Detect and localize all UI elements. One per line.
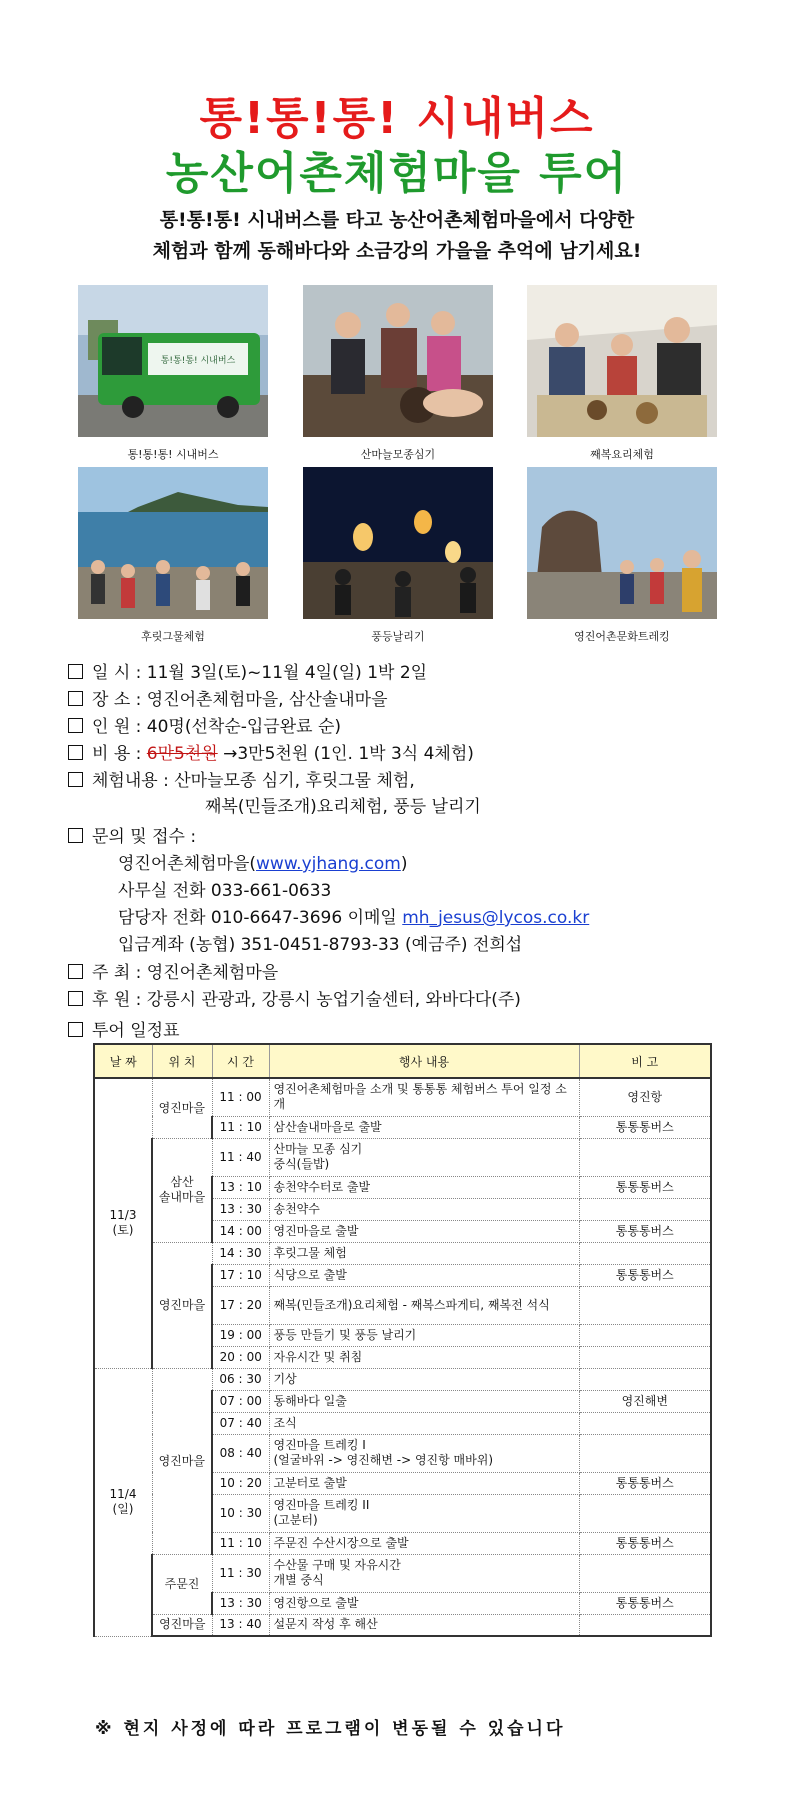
info-host (68, 958, 278, 983)
intro-line-1: 통!통!통! 시내버스를 타고 농산어촌체험마을에서 다양한 (159, 209, 635, 231)
header-location: 위 치 (152, 1044, 212, 1078)
event-cell: 영진마을 트레킹 II (고분터) (269, 1494, 579, 1532)
note-cell (579, 1324, 711, 1346)
caption-lanterns: 풍등날리기 (371, 630, 425, 643)
caption-cooking: 째복요리체험 (590, 448, 654, 461)
event-cell: 산마늘 모종 심기 중식(들밥) (269, 1138, 579, 1176)
checkbox-icon (68, 1022, 83, 1037)
note-cell: 통통통버스 (579, 1264, 711, 1286)
cost-new-price: →3만5천원 (1인. 1박 3식 4체험) (217, 744, 474, 764)
photo-lanterns (303, 467, 493, 619)
event-cell: 풍등 만들기 및 풍등 날리기 (269, 1324, 579, 1346)
cost-label: 비 용 : (92, 744, 147, 764)
note-cell (579, 1368, 711, 1390)
event-cell: 삼산솔내마을로 출발 (269, 1116, 579, 1138)
event-cell: 영진마을로 출발 (269, 1220, 579, 1242)
photo-planting (303, 285, 493, 437)
time-cell: 10 : 20 (212, 1472, 269, 1494)
sponsor-text: 후 원 : 강릉시 관광과, 강릉시 농업기술센터, 와바다다(주) (92, 990, 521, 1010)
event-cell: 식당으로 출발 (269, 1264, 579, 1286)
time-cell: 17 : 10 (212, 1264, 269, 1286)
event-cell: 고분터로 출발 (269, 1472, 579, 1494)
time-cell: 11 : 40 (212, 1138, 269, 1176)
photo-city-bus (78, 285, 268, 437)
note-cell: 영진항 (579, 1078, 711, 1116)
time-cell: 13 : 10 (212, 1176, 269, 1198)
event-cell: 설문지 작성 후 해산 (269, 1614, 579, 1636)
event-cell: 자유시간 및 취침 (269, 1346, 579, 1368)
checkbox-icon (68, 718, 83, 733)
header-date: 날 짜 (94, 1044, 152, 1078)
note-cell (579, 1434, 711, 1472)
program-line-2: 째복(민들조개)요리체험, 풍등 날리기 (205, 797, 481, 817)
table-row (94, 1138, 711, 1176)
time-cell: 06 : 30 (212, 1368, 269, 1390)
header-note: 비 고 (579, 1044, 711, 1078)
note-cell (579, 1198, 711, 1220)
event-cell: 송천약수 (269, 1198, 579, 1220)
note-cell (579, 1242, 711, 1264)
cost-old-price: 6만5천원 (146, 744, 218, 764)
event-cell: 영진항으로 출발 (269, 1592, 579, 1614)
title-line-2: 농산어촌체험마을 투어 (165, 148, 629, 199)
photo-cooking (527, 285, 717, 437)
checkbox-icon (68, 772, 83, 787)
contact-close: ) (400, 854, 408, 874)
host-text: 주 최 : 영진어촌체험마을 (92, 963, 279, 983)
time-cell: 07 : 00 (212, 1390, 269, 1412)
event-cell: 조식 (269, 1412, 579, 1434)
note-cell: 영진해변 (579, 1390, 711, 1412)
time-cell: 10 : 30 (212, 1494, 269, 1532)
staff-phone (118, 903, 589, 928)
time-cell: 11 : 30 (212, 1554, 269, 1592)
time-cell: 11 : 00 (212, 1078, 269, 1116)
time-cell: 11 : 10 (212, 1532, 269, 1554)
schedule-heading-text: 투어 일정표 (92, 1021, 180, 1041)
caption-bus: 통!통!통! 시내버스 (127, 448, 219, 461)
event-cell: 주문진 수산시장으로 출발 (269, 1532, 579, 1554)
info-date (68, 658, 427, 683)
info-date-text: 일 시 : 11월 3일(토)~11월 4일(일) 1박 2일 (92, 663, 428, 683)
day-cell: 11/4 (일) (94, 1368, 152, 1636)
caption-planting: 산마늘모종심기 (360, 448, 436, 461)
event-cell: 동해바다 일출 (269, 1390, 579, 1412)
header-time: 시 간 (212, 1044, 269, 1078)
note-cell (579, 1286, 711, 1324)
time-cell: 08 : 40 (212, 1434, 269, 1472)
event-cell: 기상 (269, 1368, 579, 1390)
location-cell: 영진마을 (152, 1242, 212, 1368)
location-cell: 영진마을 (152, 1614, 212, 1636)
contact-village (118, 849, 407, 874)
table-row (94, 1242, 711, 1264)
table-row (94, 1368, 711, 1390)
event-cell: 수산물 구매 및 자유시간 개별 중식 (269, 1554, 579, 1592)
location-cell: 영진마을 (152, 1368, 212, 1554)
time-cell: 07 : 40 (212, 1412, 269, 1434)
checkbox-icon (68, 991, 83, 1006)
note-cell: 통통통버스 (579, 1532, 711, 1554)
location-cell: 주문진 (152, 1554, 212, 1614)
time-cell: 13 : 30 (212, 1592, 269, 1614)
program-line-1: 체험내용 : 산마늘모종 심기, 후릿그물 체험, (92, 771, 415, 791)
time-cell: 11 : 10 (212, 1116, 269, 1138)
note-cell (579, 1494, 711, 1532)
staff-phone-text: 담당자 전화 010-6647-3696 이메일 (118, 908, 403, 928)
checkbox-icon (68, 691, 83, 706)
note-cell: 통통통버스 (579, 1220, 711, 1242)
office-phone: 사무실 전화 033-661-0633 (118, 881, 332, 901)
info-program (68, 766, 415, 791)
day-cell: 11/3 (토) (94, 1078, 152, 1368)
checkbox-icon (68, 664, 83, 679)
note-cell: 통통통버스 (579, 1592, 711, 1614)
schedule-table (93, 1043, 712, 1637)
photo-net-fishing (78, 467, 268, 619)
email-link[interactable]: mh_jesus@lycos.co.kr (402, 908, 590, 928)
checkbox-icon (68, 964, 83, 979)
note-cell (579, 1346, 711, 1368)
caption-net-fishing: 후릿그물체험 (141, 630, 205, 643)
contact-heading: 문의 및 접수 : (92, 827, 197, 847)
table-row (94, 1554, 711, 1592)
location-cell: 영진마을 (152, 1078, 212, 1138)
time-cell: 14 : 00 (212, 1220, 269, 1242)
time-cell: 20 : 00 (212, 1346, 269, 1368)
time-cell: 19 : 00 (212, 1324, 269, 1346)
event-cell: 영진마을 트레킹 I (얼굴바위 -> 영진해변 -> 영진항 매바위) (269, 1434, 579, 1472)
bank-account: 입금계좌 (농협) 351-0451-8793-33 (예금주) 전희섭 (118, 935, 523, 955)
info-contact (68, 822, 196, 847)
event-cell: 째복(민들조개)요리체험 - 째복스파게티, 째복전 석식 (269, 1286, 579, 1324)
note-cell: 통통통버스 (579, 1472, 711, 1494)
time-cell: 17 : 20 (212, 1286, 269, 1324)
time-cell: 13 : 40 (212, 1614, 269, 1636)
caption-trekking: 영진어촌문화트레킹 (574, 630, 670, 643)
note-cell (579, 1138, 711, 1176)
note-cell: 통통통버스 (579, 1176, 711, 1198)
intro-line-2: 체험과 함께 동해바다와 소금강의 가을을 추억에 남기세요! (152, 240, 642, 262)
footer-notice: ※ 현지 사정에 따라 프로그램이 변동될 수 있습니다 (95, 1719, 566, 1739)
table-row (94, 1078, 711, 1116)
info-schedule-heading (68, 1016, 180, 1041)
location-cell: 삼산 솔내마을 (152, 1138, 212, 1242)
checkbox-icon (68, 828, 83, 843)
info-sponsor (68, 985, 521, 1010)
event-cell: 송천약수터로 출발 (269, 1176, 579, 1198)
info-place-text: 장 소 : 영진어촌체험마을, 삼산솔내마을 (92, 690, 388, 710)
time-cell: 14 : 30 (212, 1242, 269, 1264)
info-cost (68, 739, 474, 764)
event-cell: 후릿그물 체험 (269, 1242, 579, 1264)
contact-village-text: 영진어촌체험마을( (118, 854, 257, 874)
photo-trekking (527, 467, 717, 619)
info-place (68, 685, 388, 710)
note-cell (579, 1412, 711, 1434)
bus-banner-text: 통!통!통! 시내버스 (160, 356, 236, 366)
table-row (94, 1614, 711, 1636)
note-cell (579, 1614, 711, 1636)
info-people-text: 인 원 : 40명(선착순-입금완료 순) (92, 717, 342, 737)
note-cell: 통통통버스 (579, 1116, 711, 1138)
header-event: 행사 내용 (269, 1044, 579, 1078)
time-cell: 13 : 30 (212, 1198, 269, 1220)
title-line-1: 통!통!통! 시내버스 (199, 93, 595, 144)
event-cell: 영진어촌체험마을 소개 및 통통통 체험버스 투어 일정 소개 (269, 1078, 579, 1116)
info-people (68, 712, 341, 737)
website-link[interactable]: www.yjhang.com (256, 854, 401, 874)
note-cell (579, 1554, 711, 1592)
table-header-row (94, 1044, 711, 1078)
checkbox-icon (68, 745, 83, 760)
